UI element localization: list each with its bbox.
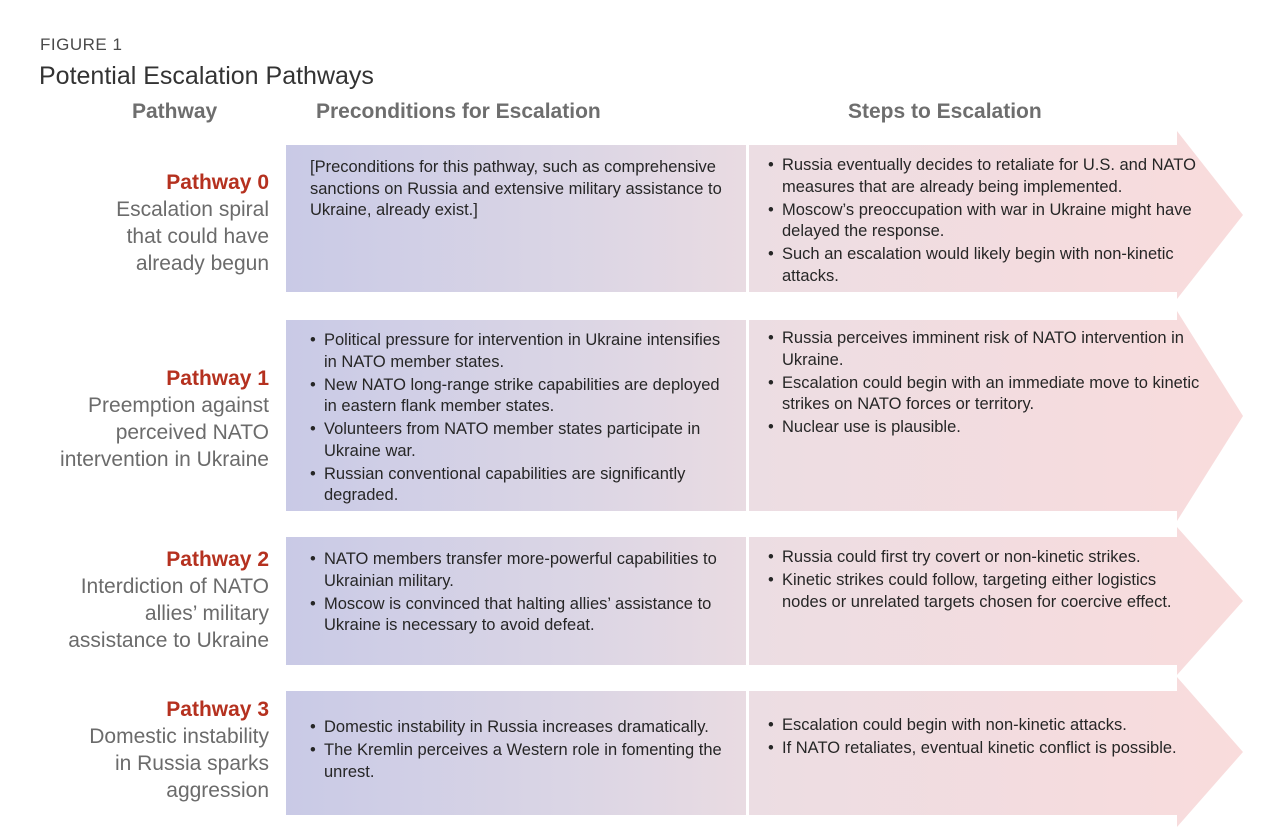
step-item: • Moscow’s preoccupation with war in Ukraine might have delayed the response. bbox=[768, 200, 1203, 243]
header-steps: Steps to Escalation bbox=[848, 100, 1042, 123]
steps-arrow bbox=[749, 131, 1243, 299]
step-list bbox=[768, 328, 1203, 439]
pathway-name: Pathway 2 bbox=[166, 548, 269, 571]
step-item: • Escalation could begin with non-kinetic attacks. bbox=[768, 715, 1203, 737]
precondition-item: • Domestic instability in Russia increases dramatically. bbox=[310, 717, 726, 739]
step-list bbox=[768, 547, 1203, 613]
steps-arrow bbox=[749, 527, 1243, 675]
precondition-list bbox=[310, 717, 726, 783]
step-item: • If NATO retaliates, eventual kinetic conflict is possible. bbox=[768, 738, 1203, 760]
pathway-description-line: assistance to Ukraine bbox=[68, 629, 269, 652]
steps-content bbox=[768, 715, 1203, 761]
pathway-name: Pathway 0 bbox=[166, 171, 269, 194]
pathway-description-line: allies’ military bbox=[144, 602, 269, 625]
steps-arrow bbox=[749, 677, 1243, 827]
steps-arrow bbox=[749, 311, 1243, 521]
preconditions-box bbox=[286, 691, 746, 815]
pathway-description-line: that could have bbox=[126, 225, 269, 248]
pathway-label bbox=[20, 545, 269, 655]
precondition-list bbox=[310, 330, 726, 507]
pathway-description-line: Domestic instability bbox=[89, 725, 269, 748]
figure-label: FIGURE 1 bbox=[40, 35, 123, 54]
pathway-label bbox=[20, 163, 269, 283]
pathway-description-line: perceived NATO bbox=[115, 421, 269, 444]
pathway-description-line: Preemption against bbox=[88, 394, 269, 417]
precondition-item: • Moscow is convinced that halting allies’ assistance to Ukraine is necessary to avoid defeat. bbox=[310, 594, 726, 637]
precondition-list bbox=[310, 549, 726, 637]
pathway-description-line: Interdiction of NATO bbox=[80, 575, 269, 598]
precondition-item: • Volunteers from NATO member states participate in Ukraine war. bbox=[310, 419, 726, 462]
preconditions-text: [Preconditions for this pathway, such as comprehensive sanctions on Russia and extensive military assistance to Ukraine, already exist.] bbox=[310, 158, 722, 219]
pathway-name: Pathway 3 bbox=[166, 698, 269, 721]
precondition-item: • The Kremlin perceives a Western role in fomenting the unrest. bbox=[310, 740, 726, 783]
step-item: • Escalation could begin with an immediate move to kinetic strikes on NATO forces or territory. bbox=[768, 373, 1203, 416]
pathway-description-line: in Russia sparks bbox=[114, 752, 269, 775]
precondition-item: • New NATO long-range strike capabilities are deployed in eastern flank member states. bbox=[310, 375, 726, 418]
preconditions-box bbox=[286, 145, 746, 292]
pathway-label bbox=[20, 364, 269, 474]
step-list bbox=[768, 715, 1203, 760]
header-pathway: Pathway bbox=[132, 100, 218, 123]
pathway-description-line: Escalation spiral bbox=[116, 198, 269, 221]
steps-content bbox=[768, 155, 1203, 289]
step-item: • Russia could first try covert or non-kinetic strikes. bbox=[768, 547, 1203, 569]
step-item: • Russia eventually decides to retaliate for U.S. and NATO measures that are already being implemented. bbox=[768, 155, 1203, 198]
step-item: • Such an escalation would likely begin with non-kinetic attacks. bbox=[768, 244, 1203, 287]
precondition-item: • Political pressure for intervention in Ukraine intensifies in NATO member states. bbox=[310, 330, 726, 373]
preconditions-box bbox=[286, 320, 746, 511]
pathway-name: Pathway 1 bbox=[166, 367, 269, 390]
step-item: • Kinetic strikes could follow, targeting either logistics nodes or unrelated targets chosen for coercive effect. bbox=[768, 570, 1203, 613]
steps-content bbox=[768, 328, 1203, 440]
pathway-label bbox=[20, 695, 269, 805]
pathway-description-line: already begun bbox=[135, 252, 269, 275]
steps-content bbox=[768, 547, 1203, 615]
step-list bbox=[768, 155, 1203, 287]
figure-title: Potential Escalation Pathways bbox=[39, 62, 374, 90]
precondition-item: • Russian conventional capabilities are significantly degraded. bbox=[310, 464, 726, 507]
step-item: • Russia perceives imminent risk of NATO intervention in Ukraine. bbox=[768, 328, 1203, 371]
pathway-description-line: intervention in Ukraine bbox=[60, 448, 269, 471]
precondition-item: • NATO members transfer more-powerful capabilities to Ukrainian military. bbox=[310, 549, 726, 592]
preconditions-box bbox=[286, 537, 746, 665]
step-item: • Nuclear use is plausible. bbox=[768, 417, 1203, 439]
header-preconditions: Preconditions for Escalation bbox=[316, 100, 601, 123]
pathway-description-line: aggression bbox=[166, 779, 269, 802]
